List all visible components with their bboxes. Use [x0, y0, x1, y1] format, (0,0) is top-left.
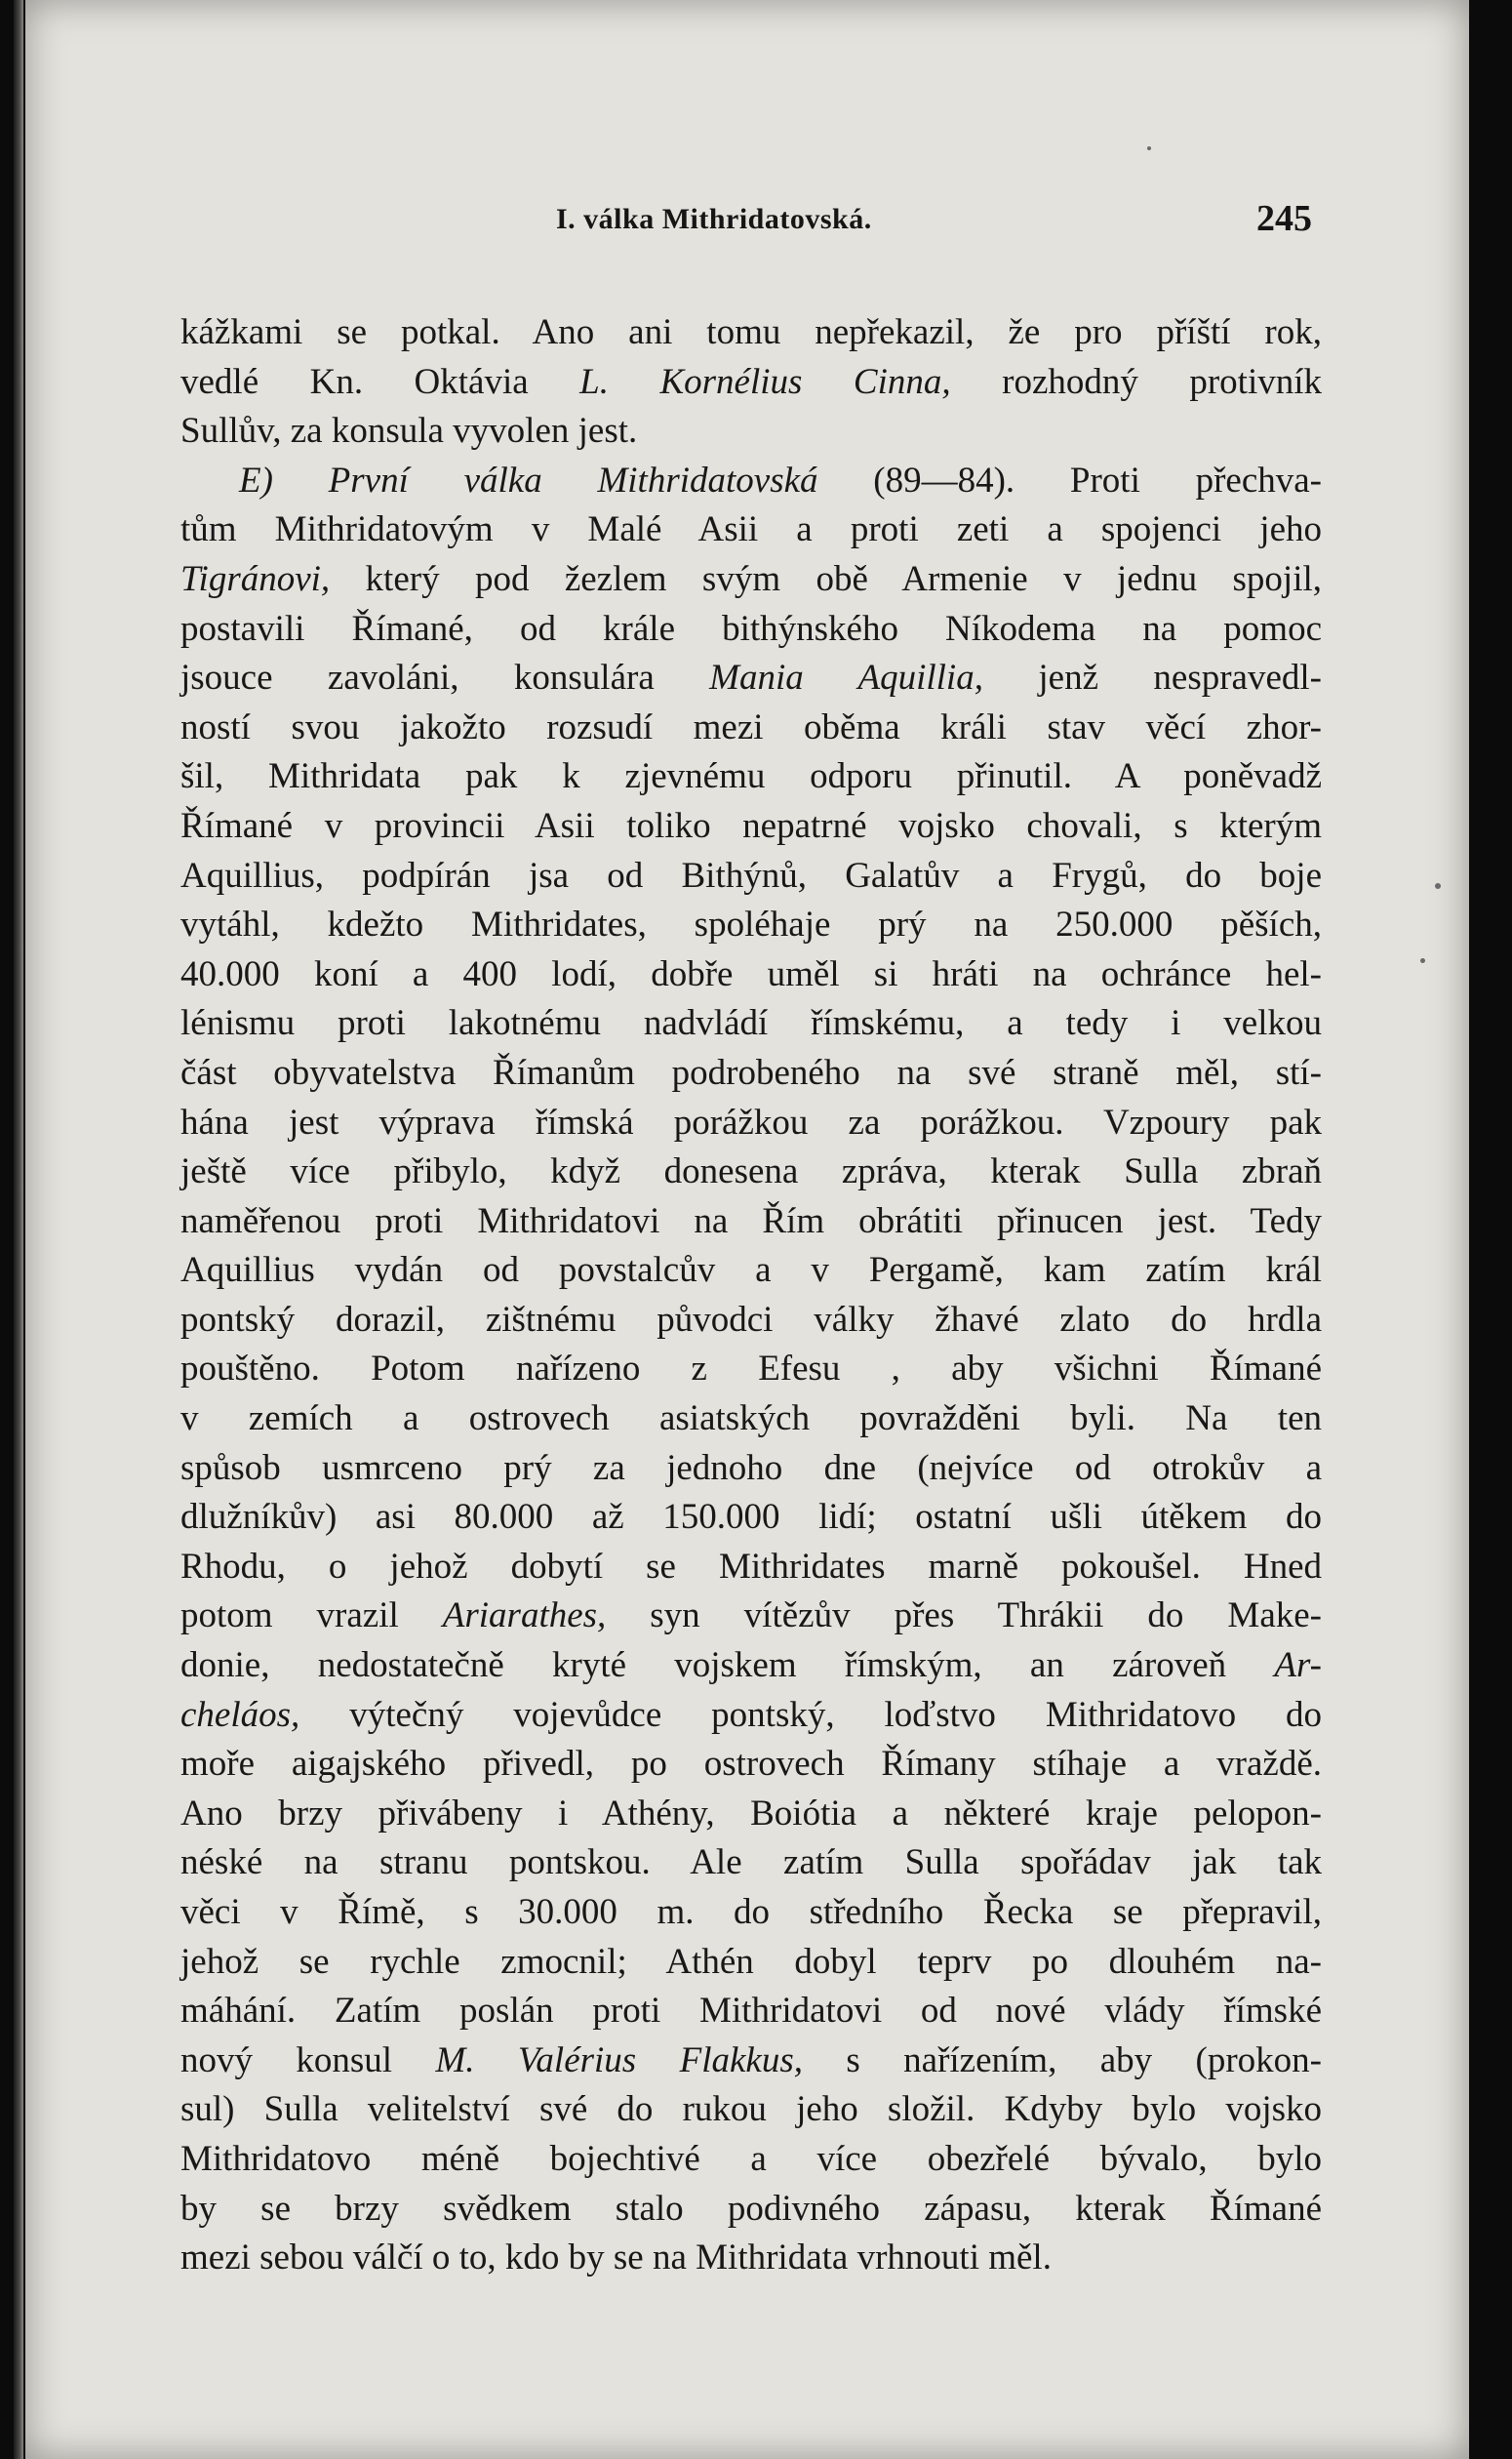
page-header	[180, 198, 1322, 252]
text-line	[180, 654, 1322, 704]
text-line	[180, 1592, 1322, 1641]
text-run: spůsob usmrceno prý za jednoho dne (nejvíce od otrokův a	[180, 1447, 1322, 1488]
text-run: by se brzy svědkem stalo podivného zápasu, kterak Římané	[180, 2188, 1322, 2229]
italic-name: Ar-	[1274, 1645, 1322, 1686]
text-run: (89—84). Proti přechva-	[817, 460, 1322, 501]
italic-name: Ariarathes,	[442, 1595, 607, 1636]
text-run: syn vítězův přes Thrákii do Make-	[606, 1595, 1322, 1636]
text-line	[180, 1444, 1322, 1494]
text-run: Aquillius vydán od povstalcův a v Pergamě, kam zatím král	[180, 1250, 1322, 1291]
ink-speck	[1420, 958, 1425, 963]
ink-speck	[1435, 883, 1441, 889]
text-line	[180, 407, 1322, 457]
text-line	[180, 802, 1322, 852]
italic-name: Mania Aquillia,	[709, 658, 983, 699]
text-line	[180, 950, 1322, 1000]
text-line	[180, 1987, 1322, 2036]
text-line	[180, 1246, 1322, 1296]
text-run: hána jest výprava římská porážkou za porážkou. Vzpoury pak	[180, 1102, 1322, 1143]
text-line	[180, 752, 1322, 802]
text-run: výtečný vojevůdce pontský, loďstvo Mithridatovo do	[299, 1694, 1322, 1735]
text-line	[180, 1049, 1322, 1099]
text-run: 40.000 koní a 400 lodí, dobře uměl si hráti na ochránce hel-	[180, 953, 1322, 994]
text-run: část obyvatelstva Římanům podrobeného na své straně měl, stí-	[180, 1052, 1322, 1093]
text-line	[180, 1938, 1322, 1988]
text-line	[180, 704, 1322, 753]
italic-name: M. Valérius Flakkus,	[435, 2039, 803, 2080]
text-run: kážkami se potkal. Ano ani tomu nepřekazil, že pro příští rok,	[180, 312, 1322, 352]
text-line	[180, 2135, 1322, 2185]
text-run: moře aigajského přivedl, po ostrovech Římany stíhaje a vraždě.	[180, 1744, 1322, 1785]
text-line	[180, 555, 1322, 605]
text-run: vytáhl, kdežto Mithridates, spoléhaje prý na 250.000 pěších,	[180, 905, 1322, 946]
text-run: tům Mithridatovým v Malé Asii a proti zeti a spojenci jeho	[180, 509, 1322, 550]
text-line	[180, 1790, 1322, 1839]
text-line	[180, 457, 1322, 506]
text-run: jehož se rychle zmocnil; Athén dobyl teprv po dlouhém na-	[180, 1941, 1322, 1982]
text-run: ností svou jakožto rozsudí mezi oběma králi stav věcí zhor-	[180, 706, 1322, 747]
text-line	[180, 308, 1322, 358]
italic-name: L. Kornélius Cinna,	[579, 361, 951, 402]
italic-name: E) První válka Mithridatovská	[239, 460, 818, 501]
text-run: máhání. Zatím poslán proti Mithridatovi od nové vlády římské	[180, 1991, 1322, 2032]
text-run: šil, Mithridata pak k zjevnému odporu přinutil. A poněvadž	[180, 756, 1322, 797]
text-line	[180, 505, 1322, 555]
text-run: který pod žezlem svým obě Armenie v jednu spojil,	[330, 558, 1322, 599]
text-run: dlužníkův) asi 80.000 až 150.000 lidí; ostatní ušli útěkem do	[180, 1497, 1322, 1538]
text-line	[180, 1691, 1322, 1741]
italic-name: cheláos,	[180, 1694, 300, 1735]
text-run: potom vrazil	[180, 1595, 443, 1636]
text-run: věci v Římě, s 30.000 m. do středního Řecka se přepravil,	[180, 1892, 1322, 1932]
text-run: Mithridatovo méně bojechtivé a více obezřelé bývalo, bylo	[180, 2138, 1322, 2179]
text-run: vedlé Kn. Oktávia	[180, 361, 580, 402]
running-head: I. válka Mithridatovská.	[556, 203, 872, 235]
text-run: Sullův, za konsula vyvolen jest.	[180, 411, 638, 452]
text-line	[180, 852, 1322, 902]
text-line	[180, 1838, 1322, 1888]
text-run: Ano brzy přivábeny i Athény, Boiótia a některé kraje pelopon-	[180, 1793, 1322, 1834]
text-line	[180, 1197, 1322, 1247]
text-run: pouštěno. Potom nařízeno z Efesu , aby všichni Římané	[180, 1349, 1322, 1390]
text-line	[180, 1888, 1322, 1938]
body-text	[180, 308, 1322, 2283]
text-line	[180, 1493, 1322, 1543]
text-line	[180, 1296, 1322, 1346]
text-line	[180, 1148, 1322, 1197]
text-line	[180, 605, 1322, 655]
text-line	[180, 358, 1322, 408]
text-run: néské na stranu pontskou. Ale zatím Sulla spořádav jak tak	[180, 1842, 1322, 1883]
text-run: pontský dorazil, zištnému původci války žhavé zlato do hrdla	[180, 1299, 1322, 1340]
text-run: v zemích a ostrovech asiatských povražděni byli. Na ten	[180, 1398, 1322, 1439]
text-run: naměřenou proti Mithridatovi na Řím obrátiti přinucen jest. Tedy	[180, 1200, 1322, 1241]
text-run: rozhodný protivník	[950, 361, 1323, 402]
text-run: postavili Římané, od krále bithýnského Níkodema na pomoc	[180, 608, 1322, 649]
text-run: Římané v provincii Asii toliko nepatrné vojsko chovali, s kterým	[180, 805, 1322, 846]
text-run: lénismu proti lakotnému nadvládí římskému, a tedy i velkou	[180, 1003, 1322, 1044]
text-run: donie, nedostatečně kryté vojskem římským, an zároveň	[180, 1645, 1275, 1686]
text-line	[180, 1345, 1322, 1394]
text-line	[180, 999, 1322, 1049]
text-line	[180, 2234, 1322, 2283]
text-run: sul) Sulla velitelství své do rukou jeho složil. Kdyby bylo vojsko	[180, 2089, 1322, 2130]
text-line	[180, 2085, 1322, 2135]
italic-name: Tigránovi,	[180, 558, 331, 599]
text-line	[180, 1394, 1322, 1444]
text-run: mezi sebou válčí o to, kdo by se na Mithridata vrhnouti měl.	[180, 2237, 1052, 2278]
text-line	[180, 1099, 1322, 1149]
ink-speck	[1147, 146, 1151, 150]
text-line	[180, 2036, 1322, 2086]
text-line	[180, 1641, 1322, 1691]
text-line	[180, 2185, 1322, 2235]
page-number: 245	[1256, 198, 1312, 239]
text-run: jenž nespravedl-	[982, 658, 1322, 699]
text-line	[180, 1740, 1322, 1790]
text-run: Rhodu, o jehož dobytí se Mithridates marně pokoušel. Hned	[180, 1546, 1322, 1587]
text-line	[180, 901, 1322, 950]
text-run: nový konsul	[180, 2039, 436, 2080]
book-spine-shadow	[14, 0, 23, 2459]
text-run: s nařízením, aby (prokon-	[802, 2039, 1323, 2080]
text-run: ještě více přibylo, když donesena zpráva, kterak Sulla zbraň	[180, 1151, 1322, 1192]
text-run: jsouce zavoláni, konsulára	[180, 658, 710, 699]
text-run: Aquillius, podpírán jsa od Bithýnů, Galatův a Frygů, do boje	[180, 855, 1322, 896]
text-line	[180, 1543, 1322, 1592]
